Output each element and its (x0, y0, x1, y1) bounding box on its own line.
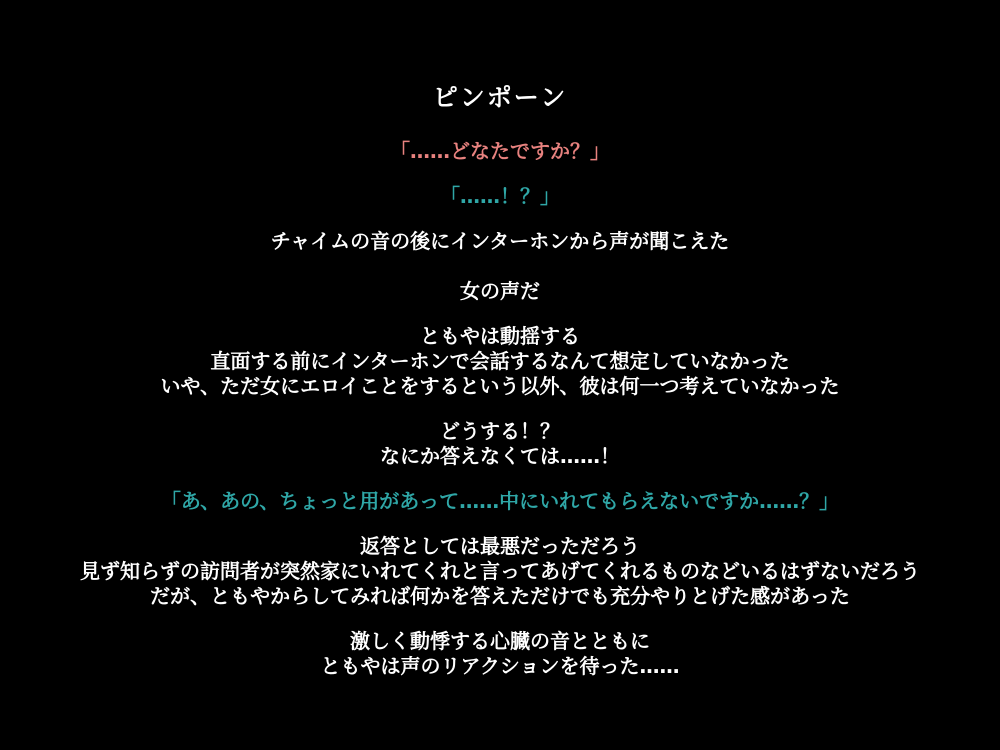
narration-line: ともやは声のリアクションを待った…… (320, 654, 680, 678)
narration-line: だが、ともやからしてみれば何かを答えただけでも充分やりとげた感があった (150, 584, 850, 608)
narration-line: いや、ただ女にエロイことをするという以外、彼は何一つ考えていなかった (160, 374, 840, 398)
narration-line: 激しく動悸する心臓の音とともに (350, 629, 650, 653)
narration-line: ともやは動揺する (420, 324, 580, 348)
narration-block (20, 534, 980, 609)
dialogue-protagonist-text: 「あ、あの、ちょっと用があって……中にいれてもらえないですか……？」 (160, 489, 840, 513)
sound-effect-block (20, 84, 980, 112)
sound-effect-text: ピンポーン (432, 83, 568, 112)
narration-line: どうする！？ (440, 419, 560, 443)
dialogue-protagonist-block (20, 184, 980, 209)
narration-line: 女の声だ (460, 279, 540, 303)
narration-block (20, 629, 980, 679)
narration-line: 直面する前にインターホンで会話するなんて想定していなかった (210, 349, 790, 373)
dialogue-visitor-text: 「……どなたですか？」 (390, 139, 610, 163)
narration-line: チャイムの音の後にインターホンから声が聞こえた (270, 229, 730, 253)
narration-block (20, 419, 980, 469)
dialogue-visitor-block (20, 139, 980, 164)
narration-block (20, 324, 980, 399)
narration-block (20, 229, 980, 254)
narration-line: 見ず知らずの訪問者が突然家にいれてくれと言ってあげてくれるものなどいるはずないだろう (80, 559, 920, 583)
dialogue-protagonist-text: 「……！？」 (440, 184, 560, 208)
narration-line: なにか答えなくては……！ (380, 444, 620, 468)
dialogue-protagonist-block (20, 489, 980, 514)
narration-block (20, 279, 980, 304)
narration-line: 返答としては最悪だっただろう (360, 534, 640, 558)
